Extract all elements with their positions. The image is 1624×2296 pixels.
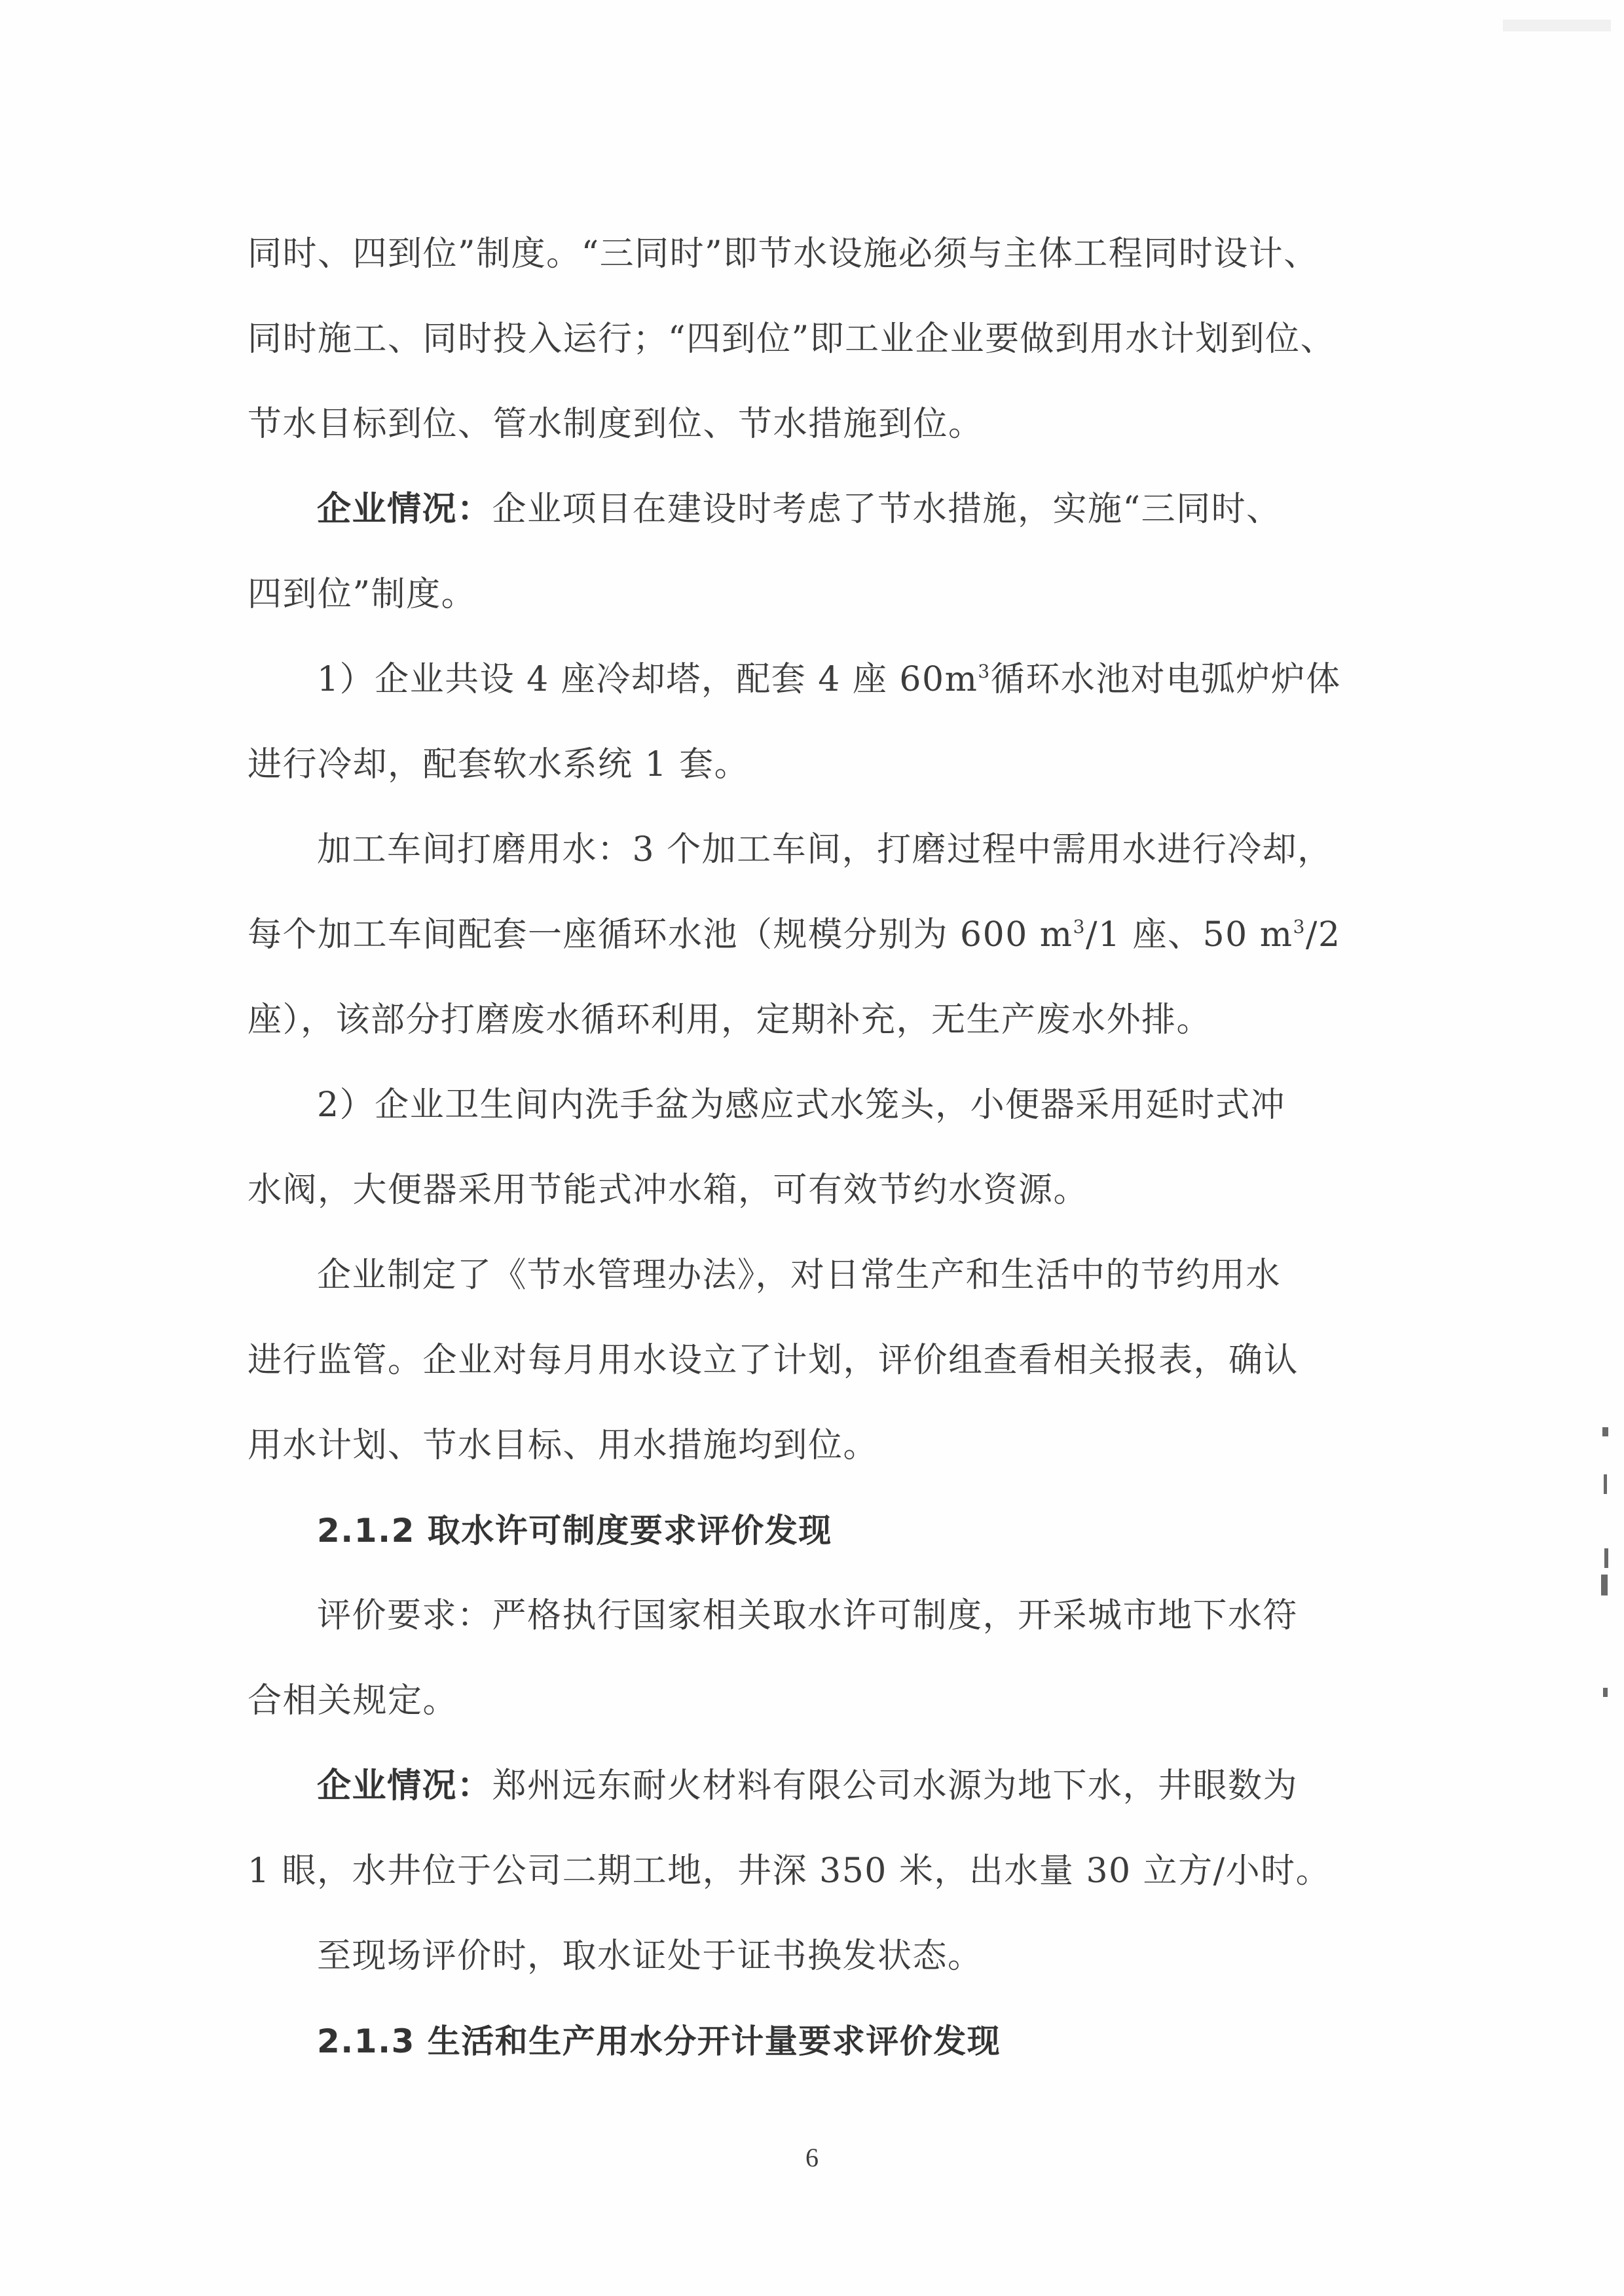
text-line: 评价要求：严格执行国家相关取水许可制度，开采城市地下水符 [317,1596,1299,1635]
line-text: 每个加工车间配套一座循环水池（规模分别为 600 m [248,915,1073,955]
line-text: /1 座、50 m [1085,915,1293,955]
line-text: 循环水池对电弧炉炉体 [990,660,1341,699]
section-label: 企业情况： [317,1766,492,1806]
text-line: 座），该部分打磨废水循环利用，定期补充，无生产废水外排。 [248,1000,1212,1040]
text-line [248,1743,1374,1829]
text-line: 企业制定了《节水管理办法》，对日常生产和生活中的节约用水 [317,1256,1282,1295]
text-line: 节水目标到位、管水制度到位、节水措施到位。 [248,405,984,444]
scan-smudge [1503,20,1611,31]
text-line: 水阀，大便器采用节能式冲水箱，可有效节约水资源。 [248,1171,1089,1210]
text-line [248,467,1374,552]
text-line [248,892,1374,977]
page-number: 6 [805,2143,819,2172]
binding-mark [1604,1548,1608,1568]
text-line: 1 眼，水井位于公司二期工地，井深 350 米，出水量 30 立方/小时。 [248,1851,1331,1891]
binding-mark [1602,1427,1608,1436]
text-line: 同时、四到位”制度。“三同时”即节水设施必须与主体工程同时设计、 [248,234,1319,274]
section-heading-2-1-2: 2.1.2 取水许可制度要求评价发现 [317,1512,832,1550]
body-text [248,211,1374,2084]
text-line: 合相关规定。 [248,1681,458,1721]
superscript: 3 [978,661,991,682]
line-text: /2 [1305,915,1341,955]
text-line: 四到位”制度。 [248,575,477,614]
section-heading-2-1-3: 2.1.3 生活和生产用水分开计量要求评价发现 [317,2022,1001,2060]
section-label: 企业情况： [317,489,492,529]
text-line: 至现场评价时，取水证处于证书换发状态。 [317,1937,983,1976]
line-text: 企业项目在建设时考虑了节水措施，实施“三同时、 [492,490,1282,529]
superscript: 3 [1293,916,1306,938]
line-text: 1）企业共设 4 座冷却塔，配套 4 座 60m [317,660,978,699]
binding-mark [1601,1575,1608,1595]
text-line: 进行冷却，配套软水系统 1 套。 [248,745,750,784]
text-line: 用水计划、节水目标、用水措施均到位。 [248,1426,879,1465]
binding-mark [1604,1474,1607,1494]
text-line [248,637,1374,722]
text-line: 进行监管。企业对每月用水设立了计划，评价组查看相关报表，确认 [248,1341,1299,1380]
line-text: 郑州远东耐火材料有限公司水源为地下水，井眼数为 [492,1766,1299,1806]
text-line: 加工车间打磨用水：3 个加工车间，打磨过程中需用水进行冷却， [317,830,1333,869]
superscript: 3 [1073,916,1086,938]
binding-mark [1603,1688,1608,1697]
text-line: 同时施工、同时投入运行；“四到位”即工业企业要做到用水计划到位、 [248,319,1336,359]
text-line: 2）企业卫生间内洗手盆为感应式水笼头，小便器采用延时式冲 [317,1085,1286,1125]
